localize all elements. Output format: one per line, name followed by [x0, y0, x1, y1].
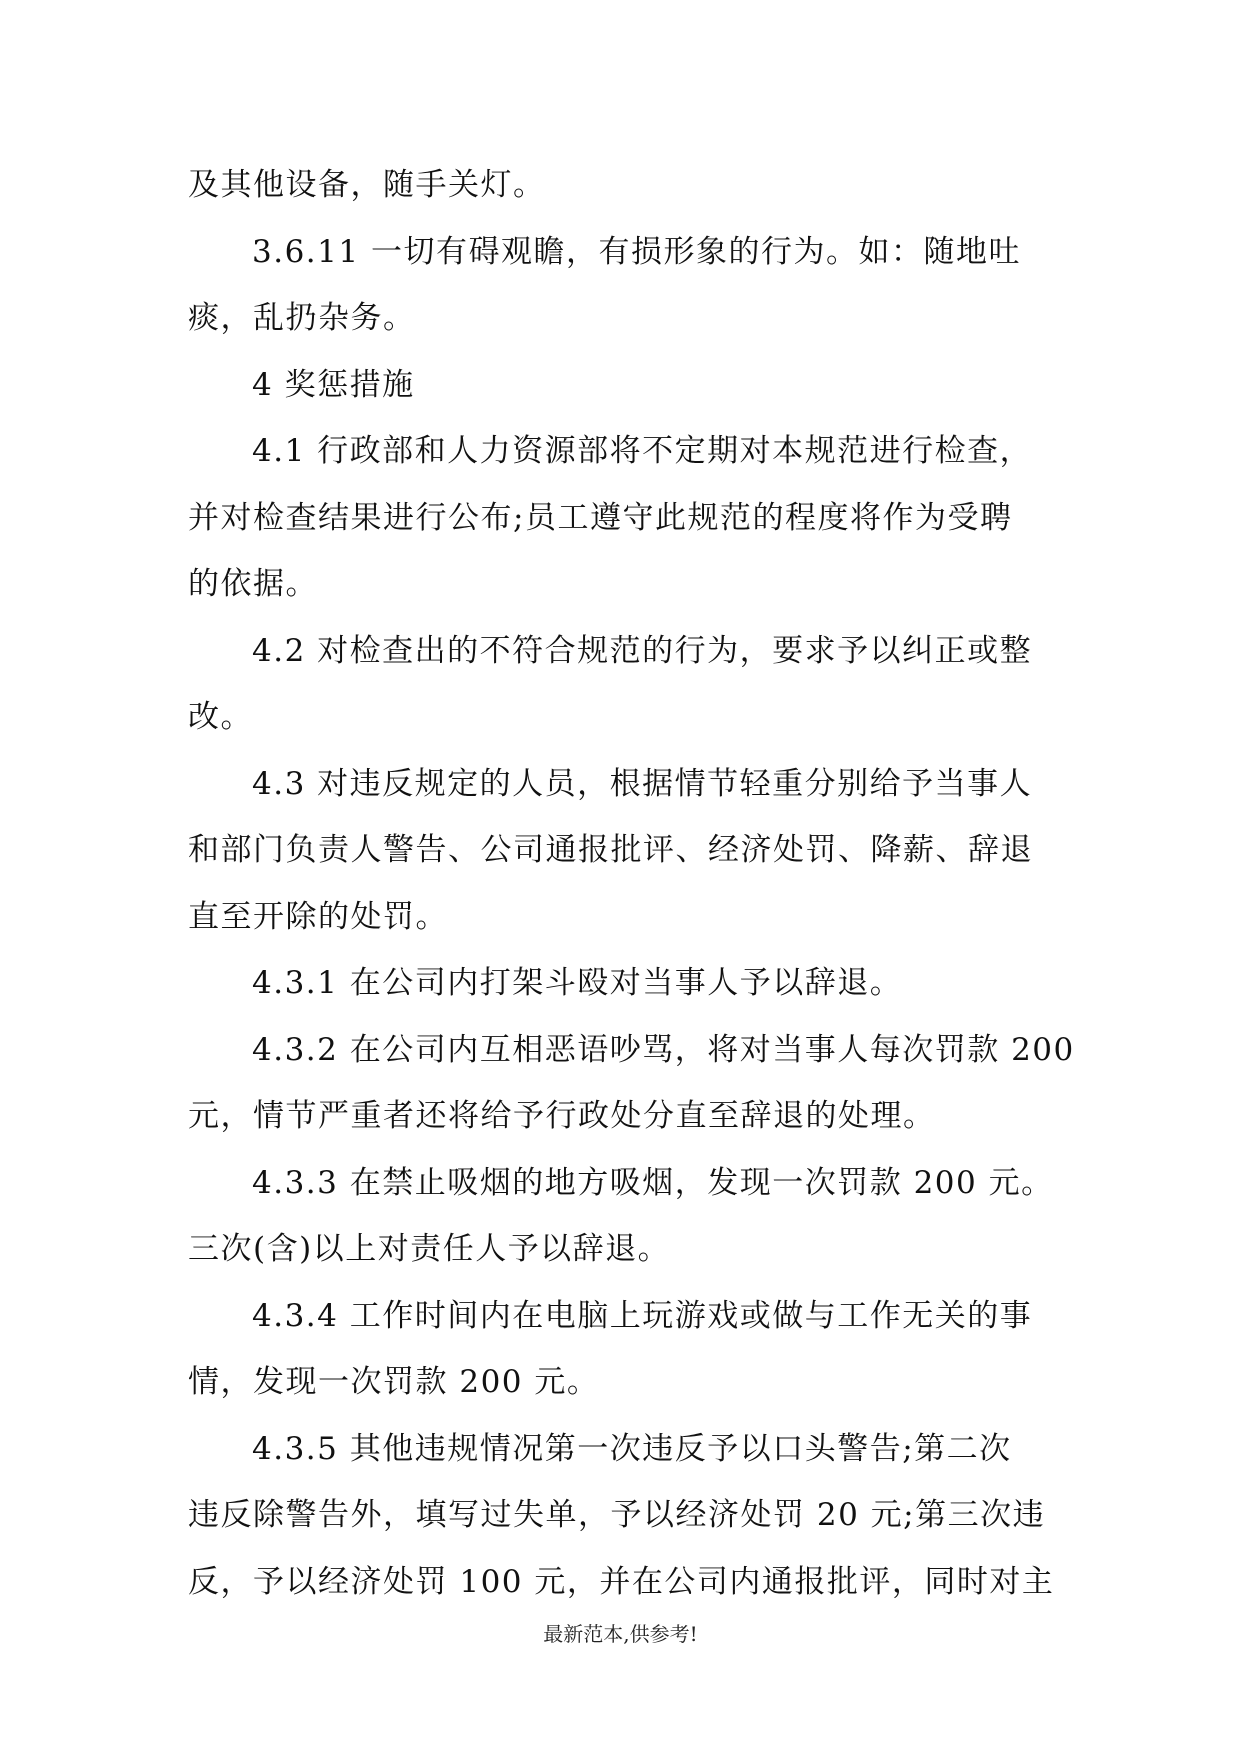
text-line: 痰，乱扔杂务。 [188, 300, 416, 336]
page-footer: 最新范本,供参考! [543, 1622, 698, 1646]
text-line: 情，发现一次罚款 200 元。 [188, 1364, 600, 1400]
text-line: 4.1 行政部和人力资源部将不定期对本规范进行检查， [252, 433, 1033, 469]
text-line: 元，情节严重者还将给予行政处分直至辞退的处理。 [188, 1098, 936, 1134]
section-heading: 4 奖惩措施 [252, 366, 415, 403]
text-line: 三次(含)以上对责任人予以辞退。 [188, 1231, 671, 1267]
text-line: 反，予以经济处罚 100 元，并在公司内通报批评，同时对主 [188, 1563, 1055, 1600]
text-line: 4.3.2 在公司内互相恶语吵骂，将对当事人每次罚款 200 [252, 1031, 1075, 1068]
text-line: 3.6.11 一切有碍观瞻，有损形象的行为。如：随地吐 [252, 233, 1021, 270]
text-line: 4.2 对检查出的不符合规范的行为，要求予以纠正或整 [252, 632, 1033, 669]
text-line: 并对检查结果进行公布;员工遵守此规范的程度将作为受聘 [188, 499, 1013, 536]
text-line: 违反除警告外，填写过失单，予以经济处罚 20 元;第三次违 [188, 1497, 1046, 1533]
text-line: 及其他设备，随手关灯。 [188, 167, 546, 203]
document-body [188, 152, 1078, 1615]
text-line: 4.3.5 其他违规情况第一次违反予以口头警告;第二次 [252, 1430, 1012, 1467]
text-line: 的依据。 [188, 566, 318, 602]
text-line: 直至开除的处罚。 [188, 898, 448, 935]
text-line: 4.3.4 工作时间内在电脑上玩游戏或做与工作无关的事 [252, 1297, 1033, 1334]
text-line: 4.3 对违反规定的人员，根据情节轻重分别给予当事人 [252, 765, 1033, 802]
text-line: 和部门负责人警告、公司通报批评、经济处罚、降薪、辞退 [188, 832, 1033, 868]
text-line: 4.3.3 在禁止吸烟的地方吸烟，发现一次罚款 200 元。 [252, 1164, 1054, 1201]
text-line: 改。 [188, 699, 253, 735]
text-line: 4.3.1 在公司内打架斗殴对当事人予以辞退。 [252, 965, 903, 1001]
